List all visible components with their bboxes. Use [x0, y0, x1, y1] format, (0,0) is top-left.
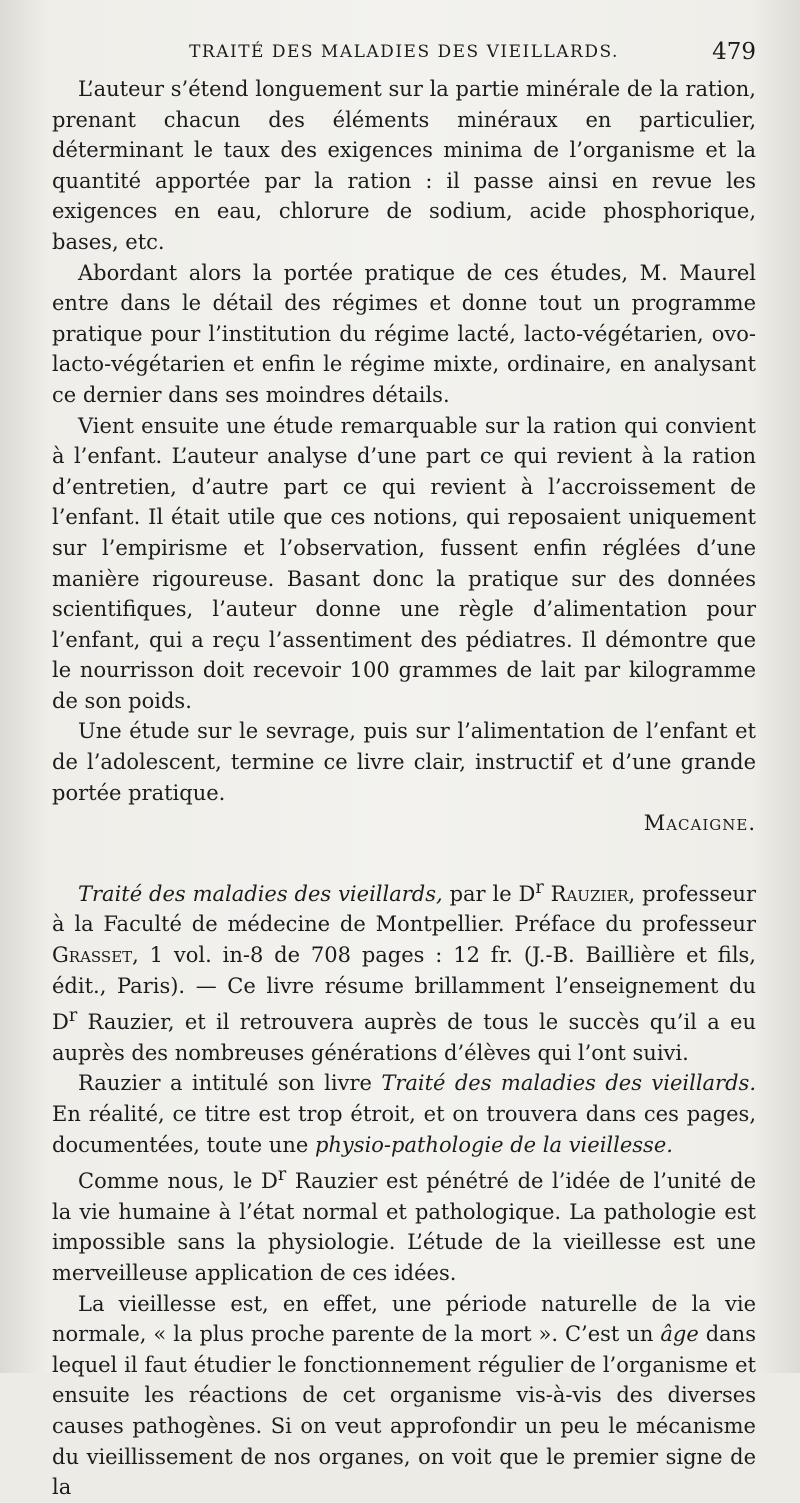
- page-number: 479: [712, 39, 756, 65]
- review2-text: Rauzier, et il retrouvera auprès de tous le succès qu’il a eu auprès des nombreuses générations d’élèves qui l’ont suivi.: [52, 1010, 756, 1065]
- book-title: Traité des maladies des vieillards,: [78, 881, 443, 906]
- review1-paragraph-3: Vient ensuite une étude remarquable sur la ration qui convient à l’enfant. L’auteur analyse d’une part ce qui revient à la ration d’entretien, d’autre part ce qui revient à l’accroissement de l’enfant. Il était utile que ces notions, qui reposaient uniquement sur l’empirisme et l’observation, fussent enfin réglées d’une manière rigoureuse. Basant donc la pratique sur des données scientifiques, l’auteur donne une règle d’alimentation pour l’enfant, qui a reçu l’assentiment des pédiatres. Il démontre que le nourrisson doit recevoir 100 grammes de lait par kilogramme de son poids.: [52, 413, 756, 713]
- review2-text: Comme nous, le D: [78, 1169, 278, 1194]
- emphasis-text: âge: [660, 1322, 699, 1347]
- review2-text: Rauzier a intitulé son livre: [78, 1071, 382, 1096]
- review2-paragraph-2: [52, 1068, 756, 1160]
- running-title: TRAITÉ DES MALADIES DES VIEILLARDS.: [189, 42, 619, 62]
- review2-text: , professeur à la Faculté de médecine de Montpellier. Préface du professeur: [52, 881, 756, 937]
- preface-author-name: Grasset: [52, 943, 133, 968]
- review2-text: [544, 882, 551, 906]
- emphasis-text: physio-pathologie de la vieillesse.: [314, 1132, 673, 1157]
- review2-paragraph-4: [52, 1289, 756, 1503]
- review1-paragraph-2: Abordant alors la portée pratique de ces études, M. Maurel entre dans le détail des régimes et donne tout un programme pratique pour l’institution du régime lacté, lacto-végétarien, ovo-lacto-végétarien et enfin le régime mixte, ordinaire, en analysant ce dernier dans ses moindres détails.: [52, 260, 756, 407]
- section-gap: [52, 839, 756, 873]
- review2-text: dans lequel il faut étudier le fonctionnement régulier de l’organisme et ensuite les réactions de cet organisme vis-à-vis des diverses causes pathogènes. Si on veut approfondir un peu le mécanisme du vieillissement de nos organes, on voit que le premier signe de la: [52, 1322, 756, 1500]
- review2-paragraph-1: [52, 873, 756, 1069]
- review2-text: par le D: [442, 881, 536, 906]
- review1-paragraph-4: Une étude sur le sevrage, puis sur l’alimentation de l’enfant et de l’adolescent, termine ce livre clair, instructif et d’une grande portée pratique.: [52, 719, 756, 805]
- review2-text: En réalité, ce titre est trop étroit, et on trouvera dans ces pages, documentées, toute une: [52, 1102, 756, 1157]
- review2-text: La vieillesse est, en effet, une période naturelle de la vie normale, « la plus proche parente de la mort ». C’est un: [52, 1291, 756, 1347]
- superscript: r: [535, 877, 544, 898]
- running-head: [52, 30, 756, 74]
- superscript: r: [277, 1165, 287, 1186]
- review1-paragraph-1: L’auteur s’étend longuement sur la partie minérale de la ration, prenant chacun des éléments minéraux en particulier, déterminant le taux des exigences minima de l’organisme et la quantité apportée par la ration : il passe ainsi en revue les exigences en eau, chlorure de sodium, acide phosphorique, bases, etc.: [52, 77, 756, 254]
- review2-text: , 1 vol. in-8 de 708 pages : 12 fr. (J.-B. Baillière et fils, édit., Paris). — Ce livre résume brillamment l’enseignement du D: [52, 943, 756, 1035]
- reviewer-signature: Macaigne.: [643, 811, 756, 836]
- superscript: r: [68, 1006, 78, 1027]
- review2-text: Rauzier est pénétré de l’idée de l’unité de la vie humaine à l’état normal et pathologique. La pathologie est impossible sans la physiologie. L’étude de la vieillesse est une merveilleuse application de ces idées.: [52, 1169, 756, 1285]
- body-text: [52, 74, 756, 1503]
- review2-paragraph-3: [52, 1160, 756, 1288]
- book-title-inline: Traité des maladies des vieillards.: [381, 1071, 756, 1096]
- author-name: Rauzier: [550, 881, 629, 906]
